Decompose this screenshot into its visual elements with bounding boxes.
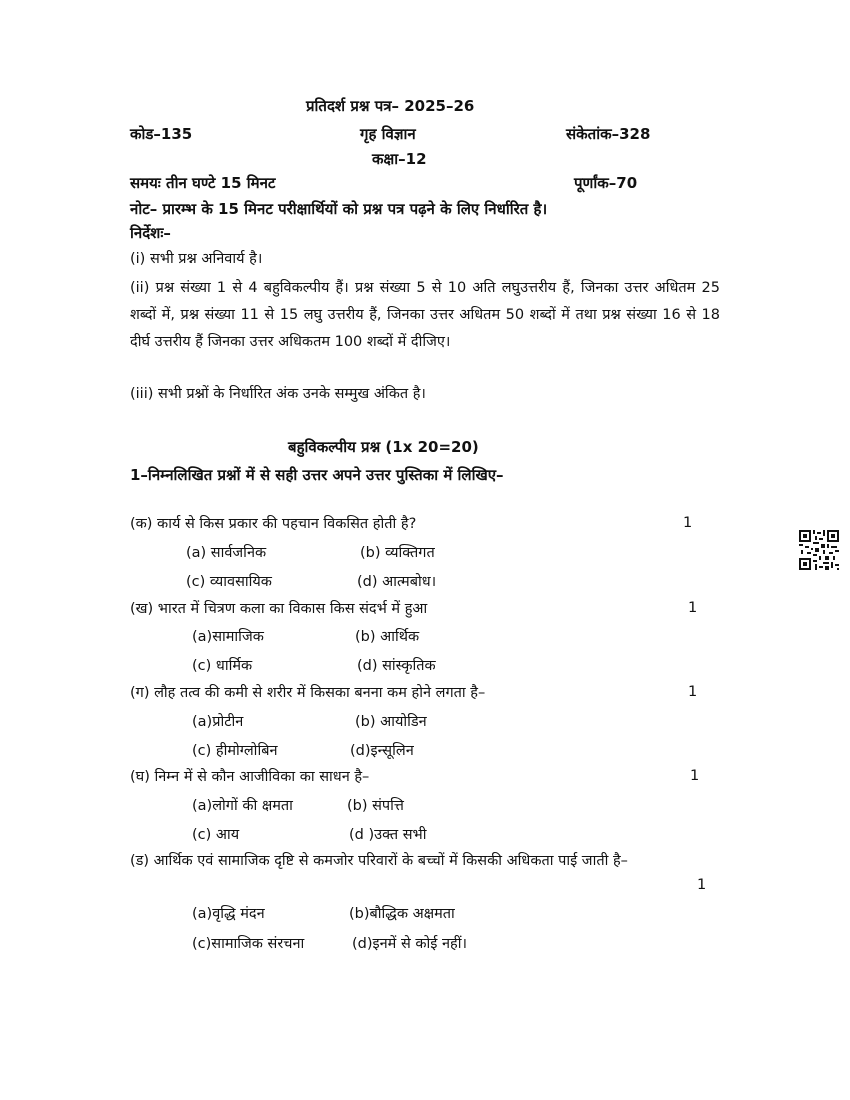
option-d: (d )उक्त सभी — [349, 827, 427, 843]
note-text: नोट– प्रारम्भ के 15 मिनट परीक्षार्थियों को प्रश्न पत्र पढ़ने के लिए निर्धारित है। — [130, 200, 548, 218]
max-marks: पूर्णांक–70 — [574, 174, 638, 192]
option-d: (d) आत्मबोध। — [357, 574, 437, 590]
question-text: (ग) लौह तत्व की कमी से शरीर में किसका बनना कम होने लगता है– — [130, 685, 486, 701]
option-a: (a)वृद्धि मंदन — [192, 906, 265, 922]
section-heading: बहुविकल्पीय प्रश्न (1x 20=20) — [288, 438, 479, 456]
option-c: (c)सामाजिक संरचना — [192, 936, 305, 952]
index-code: संकेतांक–328 — [566, 125, 651, 143]
option-a: (a)प्रोटीन — [192, 714, 244, 730]
question-text: (ड) आर्थिक एवं सामाजिक दृष्टि से कमजोर परिवारों के बच्चों में किसकी अधिकता पाई जाती है– — [130, 853, 628, 869]
option-c: (c) धार्मिक — [192, 658, 253, 674]
question-marks: 1 — [690, 768, 700, 784]
option-d: (d)इनमें से कोई नहीं। — [352, 936, 467, 952]
subject-code: कोड–135 — [130, 125, 193, 143]
option-c: (c) हीमोग्लोबिन — [192, 743, 278, 759]
class-label: कक्षा–12 — [372, 150, 427, 168]
option-d: (d) सांस्कृतिक — [357, 658, 436, 674]
instructions-heading: निर्देशः– — [130, 224, 171, 242]
option-b: (b) आयोडिन — [355, 714, 427, 730]
instruction-item: (i) सभी प्रश्न अनिवार्य है। — [130, 251, 263, 267]
question-text: (घ) निम्न में से कौन आजीविका का साधन है– — [130, 769, 370, 785]
option-a: (a) सार्वजनिक — [186, 545, 267, 561]
option-b: (b) व्यक्तिगत — [360, 545, 435, 561]
option-c: (c) आय — [192, 827, 240, 843]
option-c: (c) व्यावसायिक — [186, 574, 272, 590]
subject-name: गृह विज्ञान — [360, 125, 416, 143]
qr-code-icon — [799, 530, 839, 570]
instruction-item: (ii) प्रश्न संख्या 1 से 4 बहुविकल्पीय हैं। प्रश्न संख्या 5 से 10 अति लघुउत्तरीय हैं, जिनका उत्तर अधितम 25 शब्दों में, प्रश्न संख्या 11 से 15 लघु उत्तरीय हैं, जिनका उत्तर अधितम 50 शब्दों में तथा प्रश्न संख्या 16 से 18 दीर्घ उत्तरीय हैं जिनका उत्तर अधिकतम 100 शब्दों में दीजिए। — [130, 280, 720, 350]
question-text: (क) कार्य से किस प्रकार की पहचान विकसित होती है? — [130, 516, 417, 532]
question-marks: 1 — [683, 515, 693, 531]
instruction-item: (iii) सभी प्रश्नों के निर्धारित अंक उनके सम्मुख अंकित है। — [130, 386, 426, 402]
option-a: (a)लोगों की क्षमता — [192, 798, 293, 814]
option-b: (b) संपत्ति — [347, 798, 404, 814]
question-1-instruction: 1–निम्नलिखित प्रश्नों में से सही उत्तर अपने उत्तर पुस्तिका में लिखिए– — [130, 466, 504, 484]
question-marks: 1 — [688, 600, 698, 616]
option-a: (a)सामाजिक — [192, 629, 264, 645]
option-d: (d)इन्सूलिन — [350, 743, 414, 759]
paper-title: प्रतिदर्श प्रश्न पत्र– 2025–26 — [306, 97, 475, 115]
option-b: (b)बौद्धिक अक्षमता — [349, 906, 455, 922]
question-marks: 1 — [688, 684, 698, 700]
question-marks: 1 — [697, 877, 707, 893]
question-text: (ख) भारत में चित्रण कला का विकास किस संदर्भ में हुआ — [130, 601, 428, 617]
time-label: समयः तीन घण्टे 15 मिनट — [130, 174, 276, 192]
option-b: (b) आर्थिक — [355, 629, 420, 645]
